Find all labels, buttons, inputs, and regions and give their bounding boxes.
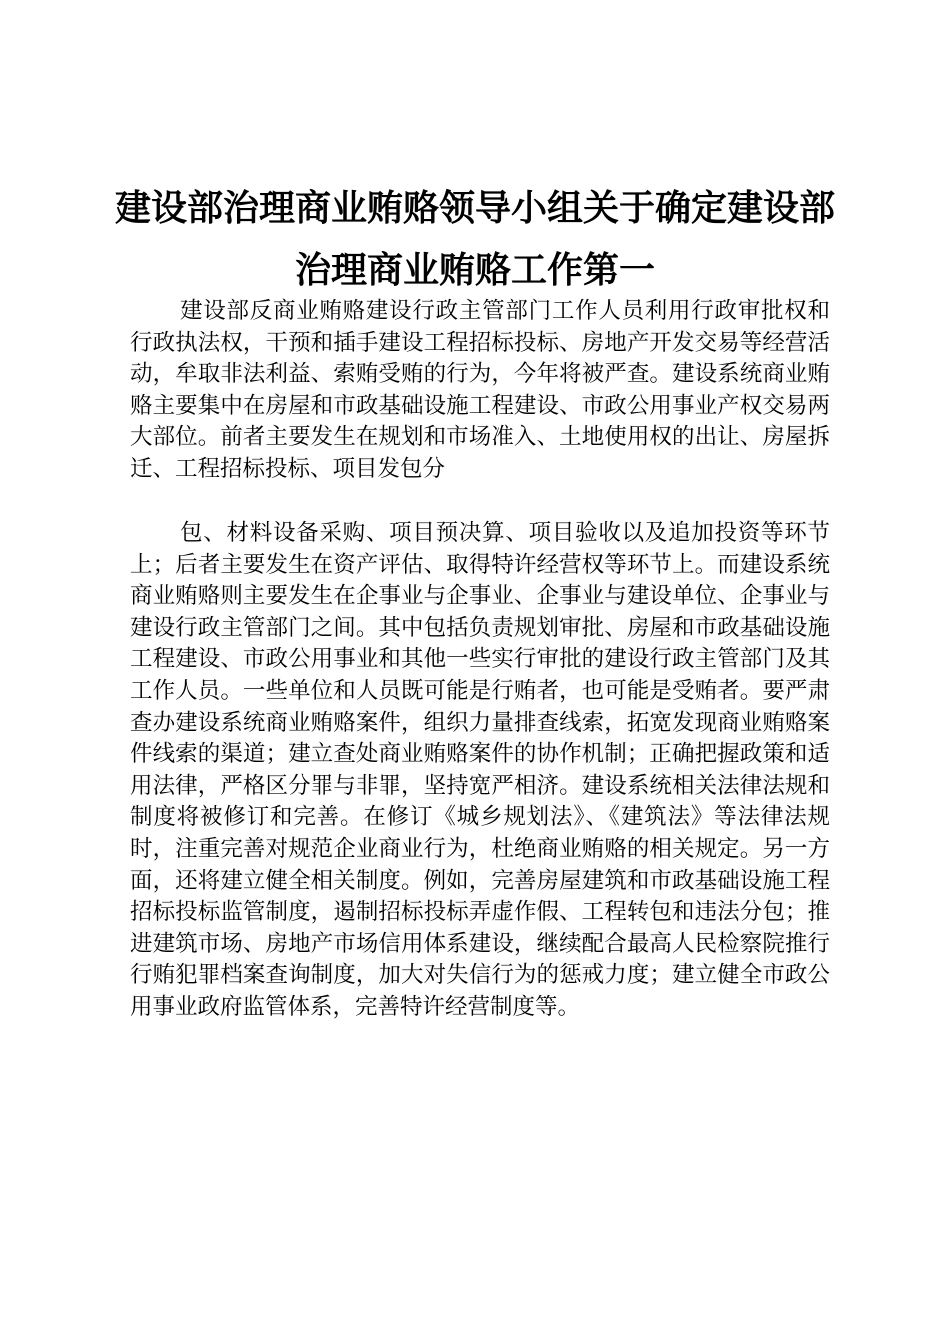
document-title-line-1: 建设部治理商业贿赂领导小组关于确定建设部 <box>114 187 835 229</box>
body-paragraph-1: 建设部反商业贿赂建设行政主管部门工作人员利用行政审批权和行政执法权，干预和插手建设工程招标投标、房地产开发交易等经营活动，牟取非法利益、索贿受贿的行为，今年将被严查。建设系统商业贿赂主要集中在房屋和市政基础设施工程建设、市政公用事业产权交易两大部位。前者主要发生在规划和市场准入、土地使用权的出让、房屋拆迁、工程招标投标、项目发包分 <box>130 298 830 482</box>
body-paragraph-2: 包、材料设备采购、项目预决算、项目验收以及追加投资等环节上；后者主要发生在资产评估、取得特许经营权等环节上。而建设系统商业贿赂则主要发生在企事业与企事业、企事业与建设单位、企事业与建设行政主管部门之间。其中包括负责规划审批、房屋和市政基础设施工程建设、市政公用事业和其他一些实行审批的建设行政主管部门及其工作人员。一些单位和人员既可能是行贿者，也可能是受贿者。要严肃查办建设系统商业贿赂案件，组织力量排查线索，拓宽发现商业贿赂案件线索的渠道；建立查处商业贿赂案件的协作机制；正确把握政策和适用法律，严格区分罪与非罪，坚持宽严相济。建设系统相关法律法规和制度将被修订和完善。在修订《城乡规划法》、《建筑法》等法律法规时，注重完善对规范企业商业行为，杜绝商业贿赂的相关规定。另一方面，还将建立健全相关制度。例如，完善房屋建筑和市政基础设施工程招标投标监管制度，遏制招标投标弄虚作假、工程转包和违法分包；推进建筑市场、房地产市场信用体系建设，继续配合最高人民检察院推行行贿犯罪档案查询制度，加大对失信行为的惩戒力度；建立健全市政公用事业政府监管体系，完善特许经营制度等。 <box>130 520 830 1020</box>
document-title-line-2: 治理商业贿赂工作第一 <box>294 249 655 291</box>
